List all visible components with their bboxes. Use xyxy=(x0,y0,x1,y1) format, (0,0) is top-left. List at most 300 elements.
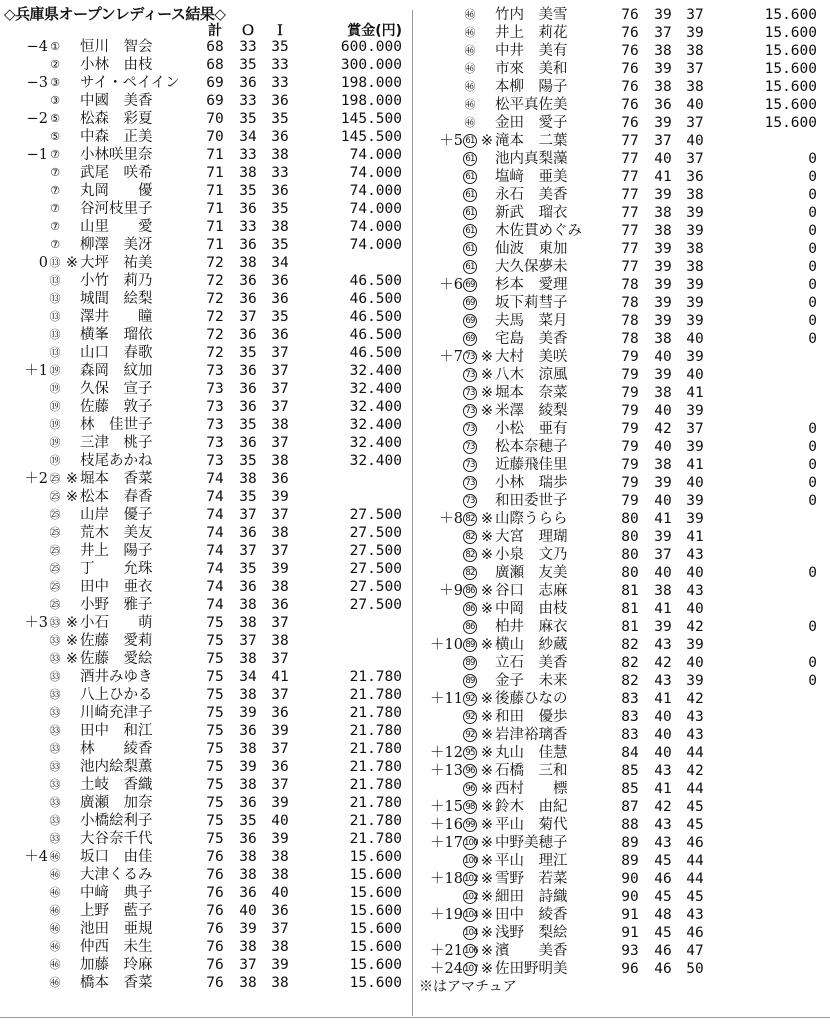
prize-money: 32.400 xyxy=(349,381,402,397)
result-row xyxy=(419,780,826,798)
out-score: 39 xyxy=(239,921,257,937)
rank-badge: 82 xyxy=(463,530,477,544)
result-row xyxy=(4,866,410,884)
prize-money: 46.500 xyxy=(349,273,402,289)
player-name: 池内真梨藻 xyxy=(495,151,568,167)
player-name: 坂下莉彗子 xyxy=(495,295,568,311)
out-score: 40 xyxy=(654,493,672,509)
in-score: 37 xyxy=(271,345,289,361)
total-score: 83 xyxy=(621,691,639,707)
in-score: 39 xyxy=(686,205,704,221)
in-score: 43 xyxy=(686,709,704,725)
player-name: 恒川 智会 xyxy=(80,39,153,55)
prize-money: 0 xyxy=(808,475,817,491)
result-row xyxy=(419,510,826,528)
in-score: 39 xyxy=(271,831,289,847)
player-name: 林 佳世子 xyxy=(80,417,153,433)
in-score: 39 xyxy=(686,493,704,509)
relative-score: ＋5 xyxy=(439,133,463,149)
total-score: 73 xyxy=(206,453,224,469)
player-name: 丁 允珠 xyxy=(80,561,153,577)
player-name: 小竹 莉乃 xyxy=(80,273,153,289)
prize-money: 0 xyxy=(808,421,817,437)
total-score: 74 xyxy=(206,579,224,595)
total-score: 76 xyxy=(621,43,639,59)
total-score: 72 xyxy=(206,255,224,271)
in-score: 40 xyxy=(686,133,704,149)
total-score: 79 xyxy=(621,403,639,419)
total-score: 74 xyxy=(206,561,224,577)
total-score: 75 xyxy=(206,759,224,775)
amateur-mark: ※ xyxy=(480,403,494,419)
player-name: 澤井 瞳 xyxy=(80,309,153,325)
rank-badge: 73 xyxy=(463,458,477,472)
result-row xyxy=(4,938,410,956)
amateur-footnote: ※はアマチュア xyxy=(419,979,517,995)
total-score: 77 xyxy=(621,151,639,167)
result-row xyxy=(4,506,410,524)
out-score: 43 xyxy=(654,673,672,689)
relative-score: ＋12 xyxy=(430,745,463,761)
in-score: 38 xyxy=(271,525,289,541)
prize-money: 21.780 xyxy=(349,723,402,739)
total-score: 76 xyxy=(621,115,639,131)
player-name: 土岐 香織 xyxy=(80,777,153,793)
total-score: 75 xyxy=(206,651,224,667)
in-score: 40 xyxy=(686,331,704,347)
result-row xyxy=(419,582,826,600)
rank-badge: 96 xyxy=(463,782,477,796)
out-score: 36 xyxy=(239,831,257,847)
result-row xyxy=(419,240,826,258)
result-row xyxy=(419,942,826,960)
rank-badge: ⑤ xyxy=(50,130,60,143)
result-row xyxy=(419,816,826,834)
result-row xyxy=(4,128,410,146)
player-name: 金子 未来 xyxy=(495,673,568,689)
out-score: 45 xyxy=(654,925,672,941)
rank-badge: ⑲ xyxy=(49,418,61,431)
out-score: 38 xyxy=(239,255,257,271)
total-score: 83 xyxy=(621,709,639,725)
total-score: 85 xyxy=(621,781,639,797)
rank-badge: ㊻ xyxy=(49,868,61,881)
out-score: 40 xyxy=(654,727,672,743)
rank-badge: ㊻ xyxy=(49,904,61,917)
result-row xyxy=(4,380,410,398)
prize-money: 0 xyxy=(808,169,817,185)
in-score: 39 xyxy=(271,561,289,577)
amateur-mark: ※ xyxy=(480,835,494,851)
rank-badge: ㉝ xyxy=(49,796,61,809)
player-name: 本柳 陽子 xyxy=(495,79,568,95)
result-row xyxy=(419,528,826,546)
rank-badge: 95 xyxy=(463,746,477,760)
amateur-mark: ※ xyxy=(480,763,494,779)
out-score: 38 xyxy=(654,223,672,239)
in-score: 46 xyxy=(686,835,704,851)
out-score: 37 xyxy=(239,633,257,649)
total-score: 77 xyxy=(621,187,639,203)
prize-money: 21.780 xyxy=(349,741,402,757)
player-name: 夫馬 菜月 xyxy=(495,313,568,329)
total-score: 76 xyxy=(206,975,224,991)
header-in: Ｉ xyxy=(273,23,287,39)
player-name: 三津 桃子 xyxy=(80,435,153,451)
out-score: 41 xyxy=(654,691,672,707)
rank-badge: 92 xyxy=(463,692,477,706)
in-score: 35 xyxy=(271,201,289,217)
result-row xyxy=(419,708,826,726)
rank-badge: ㊻ xyxy=(49,958,61,971)
player-name: 井上 陽子 xyxy=(80,543,153,559)
in-score: 37 xyxy=(686,61,704,77)
result-row xyxy=(419,852,826,870)
player-name: 荒木 美友 xyxy=(80,525,153,541)
total-score: 87 xyxy=(621,799,639,815)
amateur-mark: ※ xyxy=(65,255,79,271)
in-score: 38 xyxy=(686,259,704,275)
total-score: 74 xyxy=(206,525,224,541)
prize-money: 0 xyxy=(808,241,817,257)
out-score: 40 xyxy=(654,439,672,455)
player-name: 城間 絵梨 xyxy=(80,291,153,307)
player-name: 松本奈穂子 xyxy=(495,439,568,455)
in-score: 40 xyxy=(686,655,704,671)
player-name: 山際うらら xyxy=(495,511,568,527)
result-row xyxy=(419,924,826,942)
in-score: 38 xyxy=(271,939,289,955)
prize-money: 46.500 xyxy=(349,309,402,325)
in-score: 37 xyxy=(271,381,289,397)
rank-badge: 61 xyxy=(463,152,477,166)
rank-badge: ㊻ xyxy=(49,940,61,953)
out-score: 42 xyxy=(654,421,672,437)
in-score: 43 xyxy=(686,583,704,599)
player-name: 大宮 理瑚 xyxy=(495,529,568,545)
result-row xyxy=(4,632,410,650)
result-row xyxy=(4,470,410,488)
player-name: 杉本 愛理 xyxy=(495,277,568,293)
out-score: 37 xyxy=(239,543,257,559)
rank-badge: ㉝ xyxy=(49,742,61,755)
rank-badge: 89 xyxy=(463,638,477,652)
result-row xyxy=(4,218,410,236)
rank-badge: 100 xyxy=(464,856,478,866)
total-score: 75 xyxy=(206,813,224,829)
total-score: 80 xyxy=(621,565,639,581)
out-score: 35 xyxy=(239,111,257,127)
rank-badge: 86 xyxy=(463,584,477,598)
in-score: 44 xyxy=(686,871,704,887)
out-score: 46 xyxy=(654,961,672,977)
result-row xyxy=(419,132,826,150)
prize-money: 74.000 xyxy=(349,165,402,181)
total-score: 79 xyxy=(621,475,639,491)
out-score: 38 xyxy=(239,471,257,487)
in-score: 36 xyxy=(271,327,289,343)
result-row xyxy=(4,776,410,794)
prize-money: 145.500 xyxy=(340,111,402,127)
out-score: 36 xyxy=(239,327,257,343)
result-row xyxy=(419,456,826,474)
result-row xyxy=(4,398,410,416)
in-score: 39 xyxy=(686,277,704,293)
prize-money: 27.500 xyxy=(349,507,402,523)
player-name: 平山 菊代 xyxy=(495,817,568,833)
out-score: 39 xyxy=(654,259,672,275)
total-score: 79 xyxy=(621,385,639,401)
amateur-mark: ※ xyxy=(480,961,494,977)
amateur-mark: ※ xyxy=(480,727,494,743)
rank-badge: 98 xyxy=(463,800,477,814)
result-row xyxy=(4,326,410,344)
out-score: 40 xyxy=(654,709,672,725)
out-score: 36 xyxy=(239,273,257,289)
player-name: 大村 美咲 xyxy=(495,349,568,365)
result-row xyxy=(4,110,410,128)
in-score: 38 xyxy=(686,187,704,203)
rank-badge: ㊻ xyxy=(49,976,61,989)
player-name: 平山 理江 xyxy=(495,853,568,869)
rank-badge: 99 xyxy=(463,818,477,832)
out-score: 38 xyxy=(239,867,257,883)
out-score: 36 xyxy=(239,237,257,253)
result-row xyxy=(419,798,826,816)
in-score: 37 xyxy=(271,687,289,703)
relative-score: ＋9 xyxy=(439,583,463,599)
total-score: 68 xyxy=(206,39,224,55)
result-row xyxy=(4,884,410,902)
result-row xyxy=(419,204,826,222)
in-score: 42 xyxy=(686,763,704,779)
player-name: 木佐貫めぐみ xyxy=(495,223,582,239)
out-score: 36 xyxy=(239,201,257,217)
result-row xyxy=(419,960,826,978)
total-score: 76 xyxy=(206,867,224,883)
total-score: 72 xyxy=(206,327,224,343)
total-score: 72 xyxy=(206,291,224,307)
rank-badge: ㊻ xyxy=(464,44,476,57)
rank-badge: 69 xyxy=(463,296,477,310)
total-score: 75 xyxy=(206,669,224,685)
amateur-mark: ※ xyxy=(480,871,494,887)
prize-money: 0 xyxy=(808,493,817,509)
column-divider xyxy=(412,10,413,1016)
result-row xyxy=(419,636,826,654)
prize-money: 15.600 xyxy=(764,43,817,59)
total-score: 72 xyxy=(206,273,224,289)
relative-score: 0 xyxy=(38,255,48,271)
amateur-mark: ※ xyxy=(480,637,494,653)
prize-money: 15.600 xyxy=(764,61,817,77)
in-score: 35 xyxy=(271,111,289,127)
result-row xyxy=(419,294,826,312)
result-row xyxy=(4,704,410,722)
player-name: 塩﨑 亜美 xyxy=(495,169,568,185)
result-row xyxy=(4,200,410,218)
amateur-mark: ※ xyxy=(480,781,494,797)
relative-score: ＋17 xyxy=(430,835,463,851)
out-score: 39 xyxy=(654,313,672,329)
total-score: 90 xyxy=(621,871,639,887)
total-score: 75 xyxy=(206,795,224,811)
result-row xyxy=(4,560,410,578)
in-score: 37 xyxy=(271,921,289,937)
total-score: 79 xyxy=(621,457,639,473)
in-score: 37 xyxy=(271,363,289,379)
rank-badge: 73 xyxy=(463,368,477,382)
total-score: 75 xyxy=(206,615,224,631)
player-name: 坂口 由佳 xyxy=(80,849,153,865)
prize-money: 74.000 xyxy=(349,147,402,163)
out-score: 37 xyxy=(654,25,672,41)
out-score: 40 xyxy=(654,565,672,581)
rank-badge: 102 xyxy=(464,874,478,884)
in-score: 45 xyxy=(686,799,704,815)
player-name: 横山 紗蔵 xyxy=(495,637,568,653)
total-score: 78 xyxy=(621,277,639,293)
out-score: 38 xyxy=(239,651,257,667)
player-name: 中﨑 典子 xyxy=(80,885,153,901)
total-score: 76 xyxy=(206,921,224,937)
total-score: 75 xyxy=(206,777,224,793)
total-score: 85 xyxy=(621,763,639,779)
out-score: 35 xyxy=(239,57,257,73)
rank-badge: 92 xyxy=(463,728,477,742)
prize-money: 15.600 xyxy=(349,885,402,901)
player-name: 堀本 香菜 xyxy=(80,471,153,487)
player-name: 丸山 佳慧 xyxy=(495,745,568,761)
result-row xyxy=(419,312,826,330)
out-score: 46 xyxy=(654,943,672,959)
in-score: 45 xyxy=(686,889,704,905)
in-score: 43 xyxy=(686,727,704,743)
player-name: 酒井みゆき xyxy=(80,669,153,685)
header-total: 計 xyxy=(208,23,222,39)
total-score: 79 xyxy=(621,439,639,455)
total-score: 73 xyxy=(206,381,224,397)
amateur-mark: ※ xyxy=(480,583,494,599)
prize-money: 0 xyxy=(808,259,817,275)
player-name: 金田 愛子 xyxy=(495,115,568,131)
rank-badge: ㉝ xyxy=(49,706,61,719)
in-score: 39 xyxy=(686,673,704,689)
prize-money: 0 xyxy=(808,295,817,311)
in-score: 37 xyxy=(271,741,289,757)
in-score: 39 xyxy=(686,511,704,527)
prize-money: 27.500 xyxy=(349,543,402,559)
total-score: 72 xyxy=(206,309,224,325)
result-row xyxy=(419,564,826,582)
result-row xyxy=(419,366,826,384)
rank-badge: ㉕ xyxy=(49,508,61,521)
result-row xyxy=(419,6,826,24)
prize-money: 74.000 xyxy=(349,219,402,235)
in-score: 40 xyxy=(271,885,289,901)
rank-badge: ㉕ xyxy=(49,526,61,539)
player-name: 浅野 梨絵 xyxy=(495,925,568,941)
player-name: 和田 優歩 xyxy=(495,709,568,725)
result-row xyxy=(419,402,826,420)
amateur-mark: ※ xyxy=(65,651,79,667)
result-row xyxy=(4,542,410,560)
rank-badge: 61 xyxy=(463,134,477,148)
player-name: 横峯 瑠依 xyxy=(80,327,153,343)
amateur-mark: ※ xyxy=(480,907,494,923)
player-name: 田中 和江 xyxy=(80,723,153,739)
page-title: ◇兵庫県オープンレディース結果◇ xyxy=(4,5,226,23)
out-score: 43 xyxy=(654,637,672,653)
player-name: 立石 美香 xyxy=(495,655,568,671)
result-row xyxy=(4,650,410,668)
player-name: 永石 美香 xyxy=(495,187,568,203)
rank-badge: ㉕ xyxy=(49,490,61,503)
prize-money: 0 xyxy=(808,205,817,221)
total-score: 76 xyxy=(206,939,224,955)
prize-money: 15.600 xyxy=(764,25,817,41)
rank-badge: 82 xyxy=(463,548,477,562)
rank-badge: 104 xyxy=(464,910,478,920)
player-name: 和田委世子 xyxy=(495,493,568,509)
player-name: 小松 亜有 xyxy=(495,421,568,437)
rank-badge: ⑦ xyxy=(50,148,60,161)
player-name: 松森 彩夏 xyxy=(80,111,153,127)
total-score: 81 xyxy=(621,601,639,617)
prize-money: 21.780 xyxy=(349,813,402,829)
relative-score: ＋16 xyxy=(430,817,463,833)
player-name: 山岸 優子 xyxy=(80,507,153,523)
total-score: 71 xyxy=(206,165,224,181)
player-name: 橋本 香菜 xyxy=(80,975,153,991)
rank-badge: ㉝ xyxy=(49,652,61,665)
total-score: 80 xyxy=(621,529,639,545)
in-score: 37 xyxy=(686,7,704,23)
in-score: 41 xyxy=(686,457,704,473)
total-score: 80 xyxy=(621,511,639,527)
player-name: 大久保夢未 xyxy=(495,259,568,275)
total-score: 75 xyxy=(206,705,224,721)
out-score: 36 xyxy=(654,97,672,113)
result-row xyxy=(419,96,826,114)
out-score: 36 xyxy=(239,381,257,397)
rank-badge: 82 xyxy=(463,566,477,580)
amateur-mark: ※ xyxy=(480,853,494,869)
player-name: 大谷奈千代 xyxy=(80,831,153,847)
result-row xyxy=(419,690,826,708)
in-score: 40 xyxy=(686,475,704,491)
player-name: 米澤 綾梨 xyxy=(495,403,568,419)
player-name: 仙波 東加 xyxy=(495,241,568,257)
result-row xyxy=(419,420,826,438)
results-list-left xyxy=(4,38,410,992)
in-score: 39 xyxy=(686,439,704,455)
result-row xyxy=(419,330,826,348)
in-score: 33 xyxy=(271,165,289,181)
rank-badge: ㉝ xyxy=(49,814,61,827)
result-row xyxy=(4,758,410,776)
total-score: 82 xyxy=(621,673,639,689)
in-score: 44 xyxy=(686,853,704,869)
player-name: 小林 由枝 xyxy=(80,57,153,73)
player-name: 仲西 未生 xyxy=(80,939,153,955)
out-score: 39 xyxy=(654,115,672,131)
player-name: 中井 美有 xyxy=(495,43,568,59)
result-row xyxy=(419,384,826,402)
player-name: 中野美穂子 xyxy=(495,835,568,851)
result-row xyxy=(4,416,410,434)
rank-badge: ㉕ xyxy=(49,472,61,485)
